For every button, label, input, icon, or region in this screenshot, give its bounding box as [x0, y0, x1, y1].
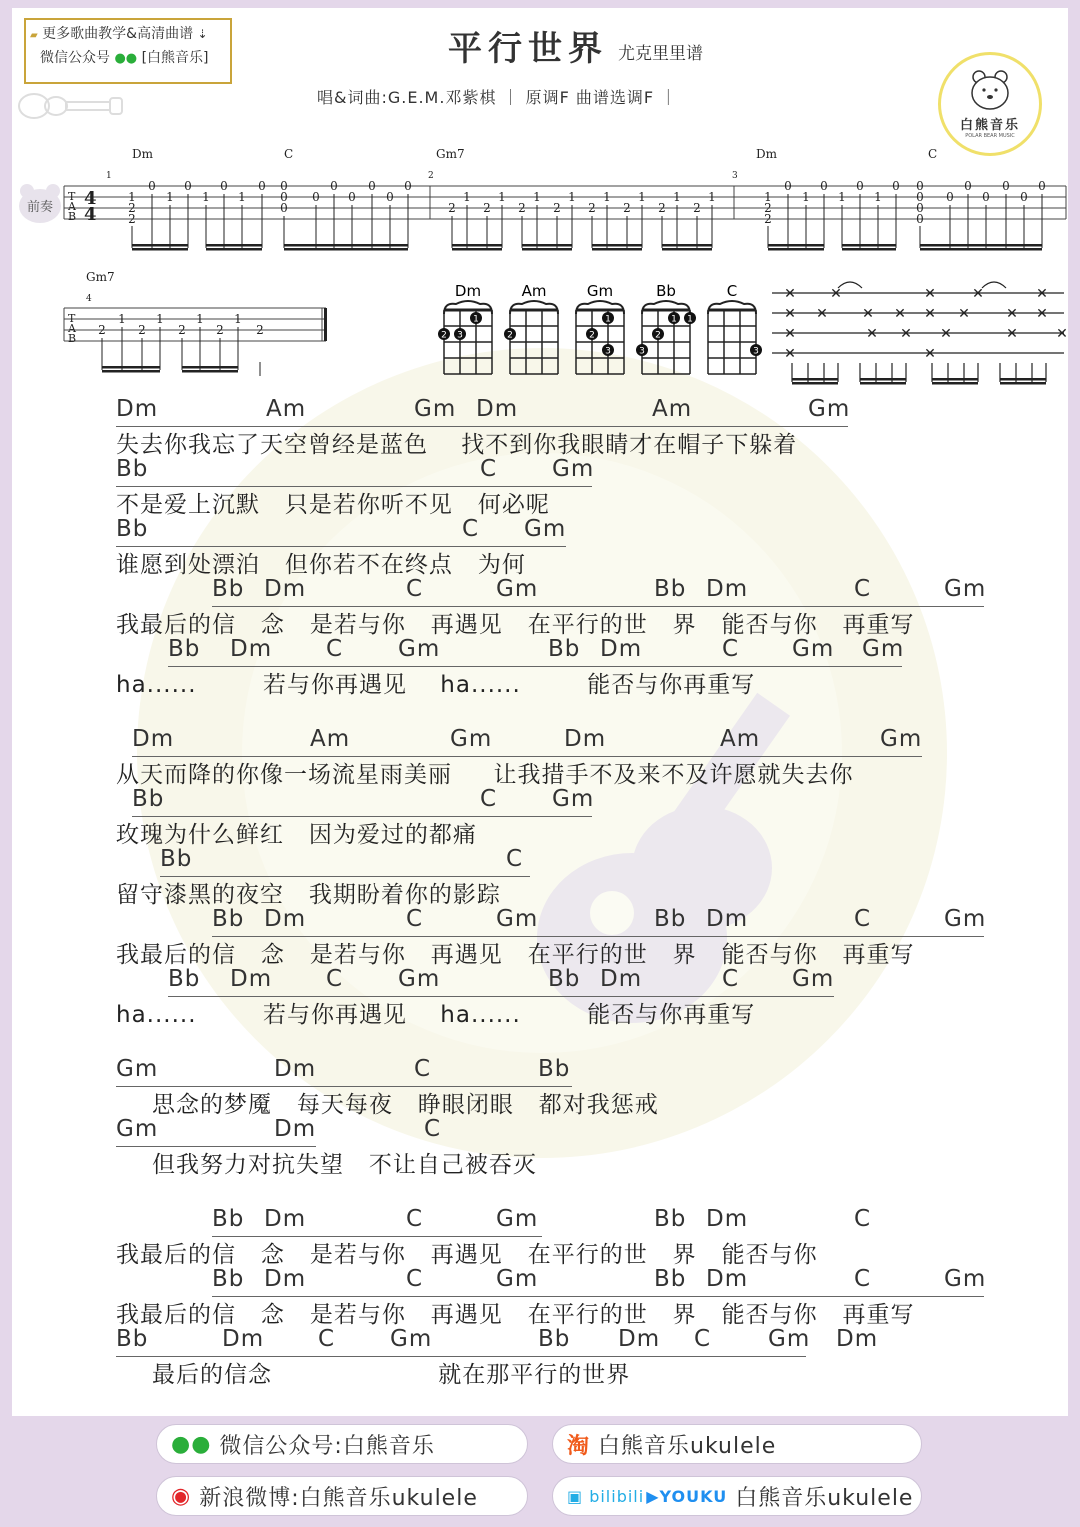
- svg-text:1: 1: [118, 312, 126, 326]
- strum-pattern: [772, 282, 1068, 385]
- footer-bilibili-youku[interactable]: [552, 1476, 922, 1516]
- svg-text:2: 2: [216, 323, 224, 337]
- svg-text:0: 0: [280, 201, 288, 215]
- svg-text:2: 2: [553, 201, 561, 215]
- chord-label: C: [326, 966, 344, 992]
- lyric-line: 失去你我忘了天空曾经是蓝色 找不到你我眼睛才在帽子下躲着: [116, 432, 798, 458]
- lyric-line: ha...... 若与你再遇见 ha...... 能否与你再重写: [116, 1002, 756, 1028]
- chord-label: Bb: [548, 636, 581, 662]
- svg-text:0: 0: [184, 179, 192, 193]
- chord-label: Dm: [222, 1326, 265, 1352]
- svg-text:2: 2: [138, 323, 146, 337]
- chord-label: C: [480, 786, 498, 812]
- svg-text:1: 1: [638, 190, 646, 204]
- svg-text:2: 2: [483, 201, 491, 215]
- svg-text:2: 2: [764, 201, 772, 215]
- svg-text:2: 2: [764, 212, 772, 226]
- svg-text:1: 1: [874, 190, 882, 204]
- lyric-line: 但我努力对抗失望 不让自己被吞灭: [152, 1152, 537, 1178]
- svg-text:1: 1: [687, 314, 693, 325]
- chord-label: Bb: [168, 636, 201, 662]
- chord-label: Bb: [116, 1326, 149, 1352]
- chord-label: Bb: [116, 516, 149, 542]
- credits: 唱&词曲:G.E.M.邓紫棋 ｜ 原调F 曲谱选调F ｜: [317, 88, 678, 107]
- svg-text:0: 0: [404, 179, 412, 193]
- bear-icon: [941, 55, 1039, 115]
- svg-text:✕: ✕: [924, 346, 936, 362]
- chord-label: Gm: [944, 906, 987, 932]
- chord-label: C: [722, 966, 740, 992]
- svg-text:T: T: [68, 312, 76, 325]
- lyric-line: 玫瑰为什么鲜红 因为爱过的都痛: [116, 822, 477, 848]
- chord-label: Bb: [116, 456, 149, 482]
- tab-chord-gm7: Gm7: [436, 147, 465, 161]
- chord-label: Gm: [792, 966, 835, 992]
- chord-label: C: [854, 1266, 872, 1292]
- chord-label: Dm: [706, 1206, 749, 1232]
- lyric-line: 最后的信念 就在那平行的世界: [152, 1362, 631, 1388]
- chord-label: Dm: [264, 1206, 307, 1232]
- chord-label: Bb: [132, 786, 165, 812]
- tab-chord-c-2: C: [928, 147, 938, 161]
- svg-text:1: 1: [196, 312, 204, 326]
- chord-line: [212, 1206, 872, 1237]
- svg-text:1: 1: [708, 190, 716, 204]
- lyric-line: 我最后的信 念 是若与你 再遇见 在平行的世 界 能否与你: [116, 1242, 818, 1268]
- tab-row-1: [64, 147, 1066, 251]
- svg-text:0: 0: [916, 190, 924, 204]
- svg-text:1: 1: [106, 171, 112, 181]
- chord-label: Gm: [496, 576, 539, 602]
- svg-text:A: A: [68, 200, 76, 213]
- svg-text:2: 2: [518, 201, 526, 215]
- chord-label: Dm: [264, 1266, 307, 1292]
- svg-text:✕: ✕: [900, 326, 912, 342]
- svg-text:0: 0: [892, 179, 900, 193]
- svg-text:B: B: [68, 332, 77, 345]
- chord-diagram-bb: [636, 282, 696, 374]
- chord-label: C: [722, 636, 740, 662]
- youku-icon: ▶YOUKU: [646, 1486, 728, 1506]
- lyric-line: 思念的梦魇 每天每夜 睁眼闭眼 都对我惩戒: [152, 1092, 659, 1118]
- chord-label: Gm: [450, 726, 493, 752]
- chord-diagram-label: Dm: [454, 282, 482, 300]
- lyrics-section: [12, 396, 1068, 1406]
- chord-label: Dm: [706, 1266, 749, 1292]
- svg-text:0: 0: [330, 179, 338, 193]
- chord-label: C: [854, 906, 872, 932]
- chord-label: Am: [266, 396, 307, 422]
- chord-label: Bb: [538, 1326, 571, 1352]
- svg-text:✕: ✕: [1056, 326, 1068, 342]
- note-icon: ▰: [30, 30, 38, 41]
- lyric-line: 谁愿到处漂泊 但你若不在终点 为何: [116, 552, 526, 578]
- footer-weibo[interactable]: [156, 1476, 528, 1516]
- svg-text:2: 2: [128, 212, 136, 226]
- chord-label: Gm: [880, 726, 923, 752]
- chord-label: C: [326, 636, 344, 662]
- chord-label: Bb: [654, 576, 687, 602]
- svg-text:0: 0: [368, 179, 376, 193]
- lyric-line: 我最后的信 念 是若与你 再遇见 在平行的世 界 能否与你 再重写: [116, 612, 915, 638]
- youku-tag: YOUKU: [659, 1486, 728, 1506]
- tab-chord-dm: Dm: [132, 147, 153, 161]
- chord-label: Dm: [264, 576, 307, 602]
- svg-text:0: 0: [1020, 190, 1028, 204]
- chord-label: Dm: [836, 1326, 879, 1352]
- svg-text:1: 1: [202, 190, 210, 204]
- chord-label: Gm: [496, 1206, 539, 1232]
- title-row: [448, 26, 703, 70]
- chord-label: Gm: [116, 1116, 159, 1142]
- chord-label: Gm: [808, 396, 851, 422]
- svg-text:1: 1: [166, 190, 174, 204]
- svg-text:0: 0: [964, 179, 972, 193]
- svg-text:2: 2: [448, 201, 456, 215]
- chord-label: Gm: [524, 516, 567, 542]
- chord-diagram-c: [708, 282, 762, 374]
- chord-label: C: [506, 846, 524, 872]
- chord-label: Bb: [654, 1206, 687, 1232]
- svg-text:✕: ✕: [924, 286, 936, 302]
- logo-text: 白熊音乐: [959, 118, 1020, 133]
- svg-text:1: 1: [568, 190, 576, 204]
- svg-text:4: 4: [84, 204, 97, 225]
- svg-text:2: 2: [98, 323, 106, 337]
- svg-text:✕: ✕: [830, 286, 842, 302]
- svg-text:1: 1: [156, 312, 164, 326]
- svg-text:✕: ✕: [958, 306, 970, 322]
- chord-diagram-label: C: [726, 282, 738, 300]
- chord-diagram-gm: [576, 282, 624, 374]
- promo-box: [24, 18, 232, 84]
- chord-label: C: [406, 1266, 424, 1292]
- footer-wechat-text: 微信公众号:白熊音乐: [219, 1433, 435, 1459]
- chord-label: C: [406, 576, 424, 602]
- svg-text:0: 0: [1038, 179, 1046, 193]
- svg-text:0: 0: [348, 190, 356, 204]
- chord-label: Dm: [564, 726, 607, 752]
- chord-label: C: [694, 1326, 712, 1352]
- song-subtitle: 尤克里里谱: [618, 44, 703, 64]
- svg-text:0: 0: [386, 190, 394, 204]
- svg-text:0: 0: [312, 190, 320, 204]
- svg-text:2: 2: [428, 171, 434, 181]
- chord-label: Dm: [116, 396, 159, 422]
- svg-text:✕: ✕: [816, 306, 828, 322]
- chord-line: [116, 1056, 572, 1087]
- svg-text:✕: ✕: [784, 346, 796, 362]
- chord-diagram-label: Am: [521, 282, 547, 300]
- svg-text:✕: ✕: [862, 306, 874, 322]
- svg-text:1: 1: [533, 190, 541, 204]
- chord-label: Gm: [414, 396, 457, 422]
- footer-taobao[interactable]: [552, 1424, 922, 1464]
- lyric-line: ha...... 若与你再遇见 ha...... 能否与你再重写: [116, 672, 756, 698]
- wechat-icon: ●●: [171, 1431, 212, 1457]
- tab-chord-gm7-2: Gm7: [86, 270, 115, 284]
- svg-text:✕: ✕: [784, 326, 796, 342]
- svg-text:3: 3: [457, 330, 463, 341]
- svg-text:1: 1: [671, 314, 677, 325]
- svg-text:1: 1: [764, 190, 772, 204]
- svg-text:✕: ✕: [866, 326, 878, 342]
- svg-text:0: 0: [982, 190, 990, 204]
- wechat-icon: ●●: [114, 51, 138, 66]
- taobao-icon: 淘: [567, 1433, 591, 1459]
- chord-label: Gm: [496, 1266, 539, 1292]
- svg-text:2: 2: [589, 330, 595, 341]
- svg-text:0: 0: [820, 179, 828, 193]
- chord-label: Dm: [230, 636, 273, 662]
- svg-text:✕: ✕: [784, 286, 796, 302]
- svg-text:B: B: [68, 210, 77, 223]
- chord-label: Gm: [496, 906, 539, 932]
- chord-label: C: [462, 516, 480, 542]
- chord-label: Gm: [398, 636, 441, 662]
- chord-label: C: [318, 1326, 336, 1352]
- chord-line: [116, 1326, 879, 1357]
- chord-label: Bb: [654, 1266, 687, 1292]
- chord-line: [212, 906, 987, 937]
- svg-text:✕: ✕: [924, 306, 936, 322]
- chord-label: Bb: [160, 846, 193, 872]
- chord-label: C: [414, 1056, 432, 1082]
- chord-line: [116, 1116, 442, 1147]
- chord-label: Bb: [168, 966, 201, 992]
- prelude-label: 前奏: [26, 200, 53, 215]
- svg-text:2: 2: [256, 323, 264, 337]
- svg-text:✕: ✕: [1036, 306, 1048, 322]
- svg-text:1: 1: [838, 190, 846, 204]
- svg-text:1: 1: [128, 190, 136, 204]
- promo-line-1: 更多歌曲教学&高清曲谱: [42, 26, 194, 42]
- svg-text:1: 1: [498, 190, 506, 204]
- svg-text:A: A: [68, 322, 76, 335]
- chord-label: Am: [310, 726, 351, 752]
- lyric-line: 不是爱上沉默 只是若你听不见 何必呢: [116, 492, 550, 518]
- svg-text:0: 0: [916, 179, 924, 193]
- chord-label: Gm: [398, 966, 441, 992]
- svg-text:✕: ✕: [894, 306, 906, 322]
- lyric-line: 留守漆黑的夜空 我期盼着你的影踪: [116, 882, 501, 908]
- footer-taobao-text: 白熊音乐ukulele: [598, 1433, 777, 1459]
- chord-label: Dm: [706, 576, 749, 602]
- chord-label: Dm: [476, 396, 519, 422]
- chord-label: C: [406, 1206, 424, 1232]
- svg-text:✕: ✕: [972, 286, 984, 302]
- svg-text:0: 0: [280, 179, 288, 193]
- sheet: [12, 8, 1068, 1416]
- svg-text:T: T: [68, 190, 76, 203]
- svg-text:2: 2: [693, 201, 701, 215]
- svg-text:1: 1: [463, 190, 471, 204]
- chord-label: C: [424, 1116, 442, 1142]
- svg-text:1: 1: [802, 190, 810, 204]
- svg-text:2: 2: [441, 330, 447, 341]
- weibo-icon: ◉: [171, 1483, 192, 1509]
- chord-label: Gm: [862, 636, 905, 662]
- chord-label: Bb: [212, 906, 245, 932]
- svg-text:2: 2: [128, 201, 136, 215]
- chord-label: Dm: [230, 966, 273, 992]
- svg-text:✕: ✕: [784, 306, 796, 322]
- svg-text:0: 0: [916, 201, 924, 215]
- svg-text:1: 1: [673, 190, 681, 204]
- svg-text:0: 0: [1002, 179, 1010, 193]
- svg-text:0: 0: [148, 179, 156, 193]
- lyric-line: 从天而降的你像一场流星雨美丽 让我措手不及来不及许愿就失去你: [116, 762, 854, 788]
- svg-text:4: 4: [86, 294, 92, 304]
- chord-diagram-dm: [438, 282, 492, 374]
- chord-label: Gm: [552, 786, 595, 812]
- svg-text:2: 2: [507, 330, 513, 341]
- chord-label: Gm: [116, 1056, 159, 1082]
- chord-label: Bb: [548, 966, 581, 992]
- svg-text:1: 1: [238, 190, 246, 204]
- chord-label: Dm: [264, 906, 307, 932]
- chord-diagrams: [422, 280, 762, 380]
- chord-label: Dm: [132, 726, 175, 752]
- promo-line-2: 微信公众号: [40, 50, 110, 66]
- chord-label: Bb: [212, 1266, 245, 1292]
- tab-chord-c: C: [284, 147, 294, 161]
- song-title: 平行世界: [448, 29, 608, 69]
- chord-label: C: [480, 456, 498, 482]
- chord-label: Gm: [552, 456, 595, 482]
- chord-label: Gm: [944, 1266, 987, 1292]
- chord-label: Dm: [274, 1056, 317, 1082]
- chord-line: [116, 516, 566, 547]
- svg-text:2: 2: [655, 330, 661, 341]
- chord-label: Gm: [944, 576, 987, 602]
- ukulele-icon: [14, 88, 124, 124]
- lyric-line: 我最后的信 念 是若与你 再遇见 在平行的世 界 能否与你 再重写: [116, 1302, 915, 1328]
- footer-weibo-text: 新浪微博:白熊音乐ukulele: [199, 1485, 478, 1511]
- svg-text:0: 0: [856, 179, 864, 193]
- footer-bili-text: 白熊音乐ukulele: [735, 1485, 914, 1511]
- chord-label: Bb: [212, 1206, 245, 1232]
- svg-text:3: 3: [753, 346, 759, 357]
- svg-text:0: 0: [784, 179, 792, 193]
- logo-subtext: POLAR BEAR MUSIC: [965, 133, 1015, 139]
- svg-text:2: 2: [178, 323, 186, 337]
- svg-text:1: 1: [473, 314, 479, 325]
- svg-text:4: 4: [84, 188, 97, 209]
- chord-line: [212, 1266, 987, 1297]
- chord-label: Dm: [706, 906, 749, 932]
- chord-line: [212, 576, 987, 607]
- chord-line: [132, 726, 922, 757]
- tab-row-2: [64, 270, 327, 376]
- chord-line: [116, 456, 595, 487]
- chord-label: C: [854, 1206, 872, 1232]
- chord-label: Dm: [274, 1116, 317, 1142]
- svg-text:✕: ✕: [1006, 326, 1018, 342]
- svg-text:3: 3: [639, 346, 645, 357]
- svg-text:2: 2: [658, 201, 666, 215]
- bilibili-tag: bilibili: [589, 1486, 645, 1506]
- tab-chord-dm-2: Dm: [756, 147, 777, 161]
- svg-text:0: 0: [916, 212, 924, 226]
- chord-label: Dm: [600, 966, 643, 992]
- chord-label: Dm: [600, 636, 643, 662]
- footer-wechat[interactable]: [156, 1424, 528, 1464]
- svg-text:1: 1: [603, 190, 611, 204]
- promo-tag: [白熊音乐]: [141, 50, 209, 66]
- svg-text:1: 1: [234, 312, 242, 326]
- arrow-down-icon: ⇣: [197, 27, 208, 41]
- bilibili-icon: ▣ bilibili: [567, 1486, 645, 1506]
- svg-text:0: 0: [220, 179, 228, 193]
- svg-text:✕: ✕: [940, 326, 952, 342]
- chord-label: Bb: [538, 1056, 571, 1082]
- chord-label: C: [854, 576, 872, 602]
- svg-text:2: 2: [588, 201, 596, 215]
- svg-text:0: 0: [280, 190, 288, 204]
- chord-line: [132, 786, 595, 817]
- svg-text:2: 2: [623, 201, 631, 215]
- svg-text:✕: ✕: [1036, 286, 1048, 302]
- chord-line: [160, 846, 530, 877]
- svg-text:0: 0: [258, 179, 266, 193]
- svg-text:✕: ✕: [1006, 306, 1018, 322]
- svg-text:3: 3: [605, 346, 611, 357]
- svg-text:0: 0: [946, 190, 954, 204]
- chord-label: Gm: [390, 1326, 433, 1352]
- chord-label: Am: [652, 396, 693, 422]
- chord-label: Bb: [212, 576, 245, 602]
- chord-label: C: [406, 906, 424, 932]
- chord-line: [168, 966, 834, 997]
- chord-diagram-am: [504, 282, 558, 374]
- svg-text:1: 1: [605, 314, 611, 325]
- chord-label: Dm: [618, 1326, 661, 1352]
- chord-diagram-label: Bb: [656, 282, 676, 300]
- chord-label: Bb: [654, 906, 687, 932]
- chord-diagram-label: Gm: [586, 282, 614, 300]
- chord-label: Gm: [768, 1326, 811, 1352]
- chord-label: Am: [720, 726, 761, 752]
- chord-line: [168, 636, 905, 667]
- lyric-line: 我最后的信 念 是若与你 再遇见 在平行的世 界 能否与你 再重写: [116, 942, 915, 968]
- chord-line: [116, 396, 851, 427]
- svg-text:3: 3: [732, 171, 738, 181]
- chord-label: Gm: [792, 636, 835, 662]
